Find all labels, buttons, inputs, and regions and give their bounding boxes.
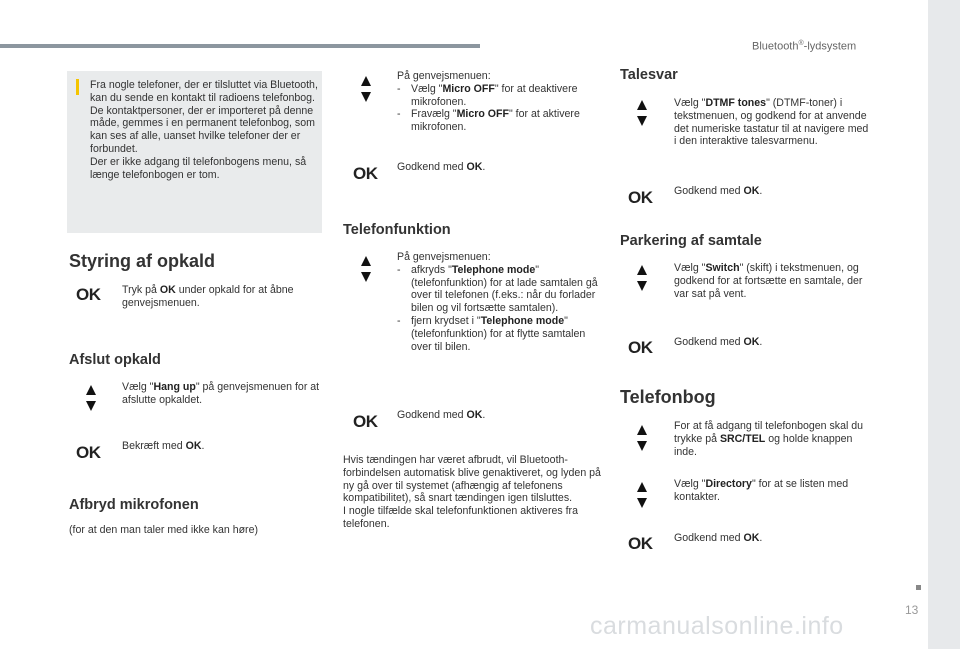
micro-text: På genvejsmenuen: - Vælg "Micro OFF" for at deaktivere mikrofonen. - Fravælg "Micro OFF" for at aktivere mikrofonen. xyxy=(397,70,580,134)
page-end-marker xyxy=(916,585,921,590)
afbryd-desc: (for at den man taler med ikke kan høre) xyxy=(69,524,259,536)
afslut-text: Vælg "Hang up" på genvejsmenuen for at afslutte opkaldet. xyxy=(122,381,320,406)
info-note xyxy=(67,71,322,233)
note-paragraph: De kontaktpersoner, der er importeret på denne måde, gemmes i en permanent telefonbog, som kan ses af alle, uanset hvilke telefoner der er forbundet. xyxy=(90,104,315,155)
section-title-afbryd: Afbryd mikrofonen xyxy=(69,497,199,513)
talesvar-confirm: Godkend med OK. xyxy=(674,185,763,197)
note-paragraph: Der er ikke adgang til telefonbogens menu, så længe telefonbogen er tom. xyxy=(90,155,307,181)
ok-button-icon: OK xyxy=(628,338,653,357)
ok-button-icon: OK xyxy=(76,443,101,462)
section-title-telefonbog: Telefonbog xyxy=(620,387,716,407)
header-rule xyxy=(0,44,480,48)
telefonfunktion-paragraph: Hvis tændingen har været afbrudt, vil Bluetooth-forbindelsen automatisk blive genaktiveret, og lyden på ny gå over til systemet (afhængig af telefonens kompatibilitet), så snart tændingen igen tilsluttes. I nogle tilfælde skal telefonfunktionen aktiveres fra telefonen. xyxy=(343,454,601,530)
micro-confirm: Godkend med OK. xyxy=(397,161,486,173)
ok-button-icon: OK xyxy=(628,534,653,553)
telefonbog-confirm: Godkend med OK. xyxy=(674,532,763,544)
section-title-telefonfunktion: Telefonfunktion xyxy=(343,222,451,238)
ok-button-icon: OK xyxy=(353,164,378,183)
page-side-band xyxy=(928,0,960,649)
section-title-styring: Styring af opkald xyxy=(69,251,216,271)
telefonbog-directory: Vælg "Directory" for at se listen med kontakter. xyxy=(674,478,849,503)
telefonfunktion-text: På genvejsmenuen: - afkryds "Telephone mode" (telefonfunktion) for at lade samtalen gå over til telefonen (f.eks.: når du forlader bilen og vil fortsætte samtalen). - fjern krydset i "Telephone mode" (telefonfunktion) for at flytte samtalen over til bilen. xyxy=(397,251,598,353)
up-down-arrows-icon xyxy=(635,482,649,508)
up-down-arrows-icon xyxy=(359,256,373,282)
afslut-confirm: Bekræft med OK. xyxy=(122,440,205,452)
parkering-confirm: Godkend med OK. xyxy=(674,336,763,348)
ok-button-icon: OK xyxy=(353,412,378,431)
up-down-arrows-icon xyxy=(359,76,373,102)
up-down-arrows-icon xyxy=(635,425,649,451)
section-title-parkering: Parkering af samtale xyxy=(620,233,762,249)
note-paragraph: Fra nogle telefoner, der er tilsluttet via Bluetooth, kan du sende en kontakt til radioens telefonbog. xyxy=(90,79,318,104)
telefonbog-text: For at få adgang til telefonbogen skal du trykke på SRC/TEL og holde knappen inde. xyxy=(674,420,864,458)
styring-text: Tryk på OK under opkald for at åbne genvejsmenuen. xyxy=(122,284,294,309)
section-title-afslut: Afslut opkald xyxy=(69,352,161,368)
page-number: 13 xyxy=(905,603,919,617)
ok-button-icon: OK xyxy=(76,285,101,304)
telefonfunktion-confirm: Godkend med OK. xyxy=(397,409,486,421)
talesvar-text: Vælg "DTMF tones" (DTMF-toner) i tekstmenuen, og godkend for at anvende det numeriske tastatur til at navigere med i den interaktive talesvarmenu. xyxy=(674,97,869,148)
up-down-arrows-icon xyxy=(635,265,649,291)
watermark: carmanualsonline.info xyxy=(590,612,844,640)
up-down-arrows-icon xyxy=(635,100,649,126)
ok-button-icon: OK xyxy=(628,188,653,207)
up-down-arrows-icon xyxy=(84,385,98,411)
parkering-text: Vælg "Switch" (skift) i tekstmenuen, og godkend for at fortsætte en samtale, der var sat på vent. xyxy=(674,262,863,300)
info-icon xyxy=(76,79,79,95)
section-title-talesvar: Talesvar xyxy=(620,67,678,83)
running-header: Bluetooth®-lydsystem xyxy=(752,40,857,53)
